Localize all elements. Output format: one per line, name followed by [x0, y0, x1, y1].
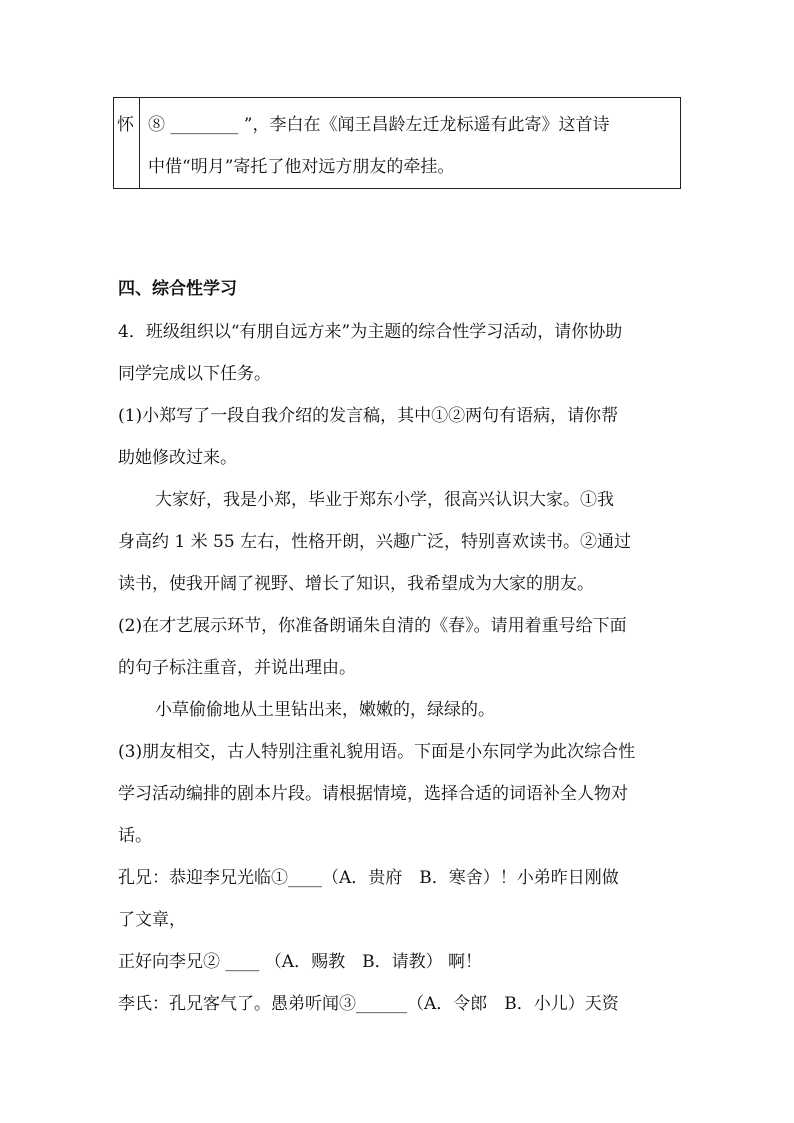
question-line-1: 4．班级组织以“有朋自远方来”为主题的综合性学习活动，请你协助 [118, 322, 623, 342]
table-category-cell: 怀 [117, 115, 134, 135]
section-heading: 四、综合性学习 [118, 279, 237, 299]
task2-line-1: (2)在才艺展示环节，你准备朗诵朱自清的《春》。请用着重号给下面 [118, 616, 627, 636]
poem-table [113, 97, 681, 189]
task1-line-2: 助她修改过来。 [118, 448, 237, 468]
task3-line-3: 话。 [118, 826, 152, 846]
table-line-1: ⑧ ________ ”，李白在《闻王昌龄左迁龙标遥有此寄》这首诗 [148, 115, 610, 135]
table-line-2: 中借“明月”寄托了他对远方朋友的牵挂。 [148, 157, 455, 177]
speech-line-3: 读书，使我开阔了视野、增长了知识，我希望成为大家的朋友。 [118, 574, 594, 594]
task2-line-2: 的句子标注重音，并说出理由。 [118, 658, 356, 678]
question-line-2: 同学完成以下任务。 [118, 364, 271, 384]
dialogue-1-line-2: 了文章， [118, 910, 186, 930]
speech-line-2: 身高约 1 米 55 左右，性格开朗，兴趣广泛，特别喜欢读书。②通过 [118, 532, 632, 552]
dialogue-1-line-1: 孔兄：恭迎李兄光临①____（A．贵府 B．寒舍）！小弟昨日刚做 [118, 868, 619, 888]
task2-sentence: 小草偷偷地从土里钻出来，嫩嫩的，绿绿的。 [155, 700, 495, 720]
task3-line-2: 学习活动编排的剧本片段。请根据情境，选择合适的词语补全人物对 [118, 784, 628, 804]
task3-line-1: (3)朋友相交，古人特别注重礼貌用语。下面是小东同学为此次综合性 [118, 742, 636, 762]
task1-line-1: (1)小郑写了一段自我介绍的发言稿，其中①②两句有语病，请你帮 [118, 406, 619, 426]
table-divider [139, 98, 140, 188]
dialogue-2-line-1: 李氏：孔兄客气了。愚弟听闻③______（A．令郎 B．小儿）天资 [118, 994, 619, 1014]
speech-line-1: 大家好，我是小郑，毕业于郑东小学，很高兴认识大家。①我 [155, 490, 614, 510]
dialogue-1-line-3: 正好向李兄② ____ （A．赐教 B．请教） 啊！ [118, 952, 482, 972]
